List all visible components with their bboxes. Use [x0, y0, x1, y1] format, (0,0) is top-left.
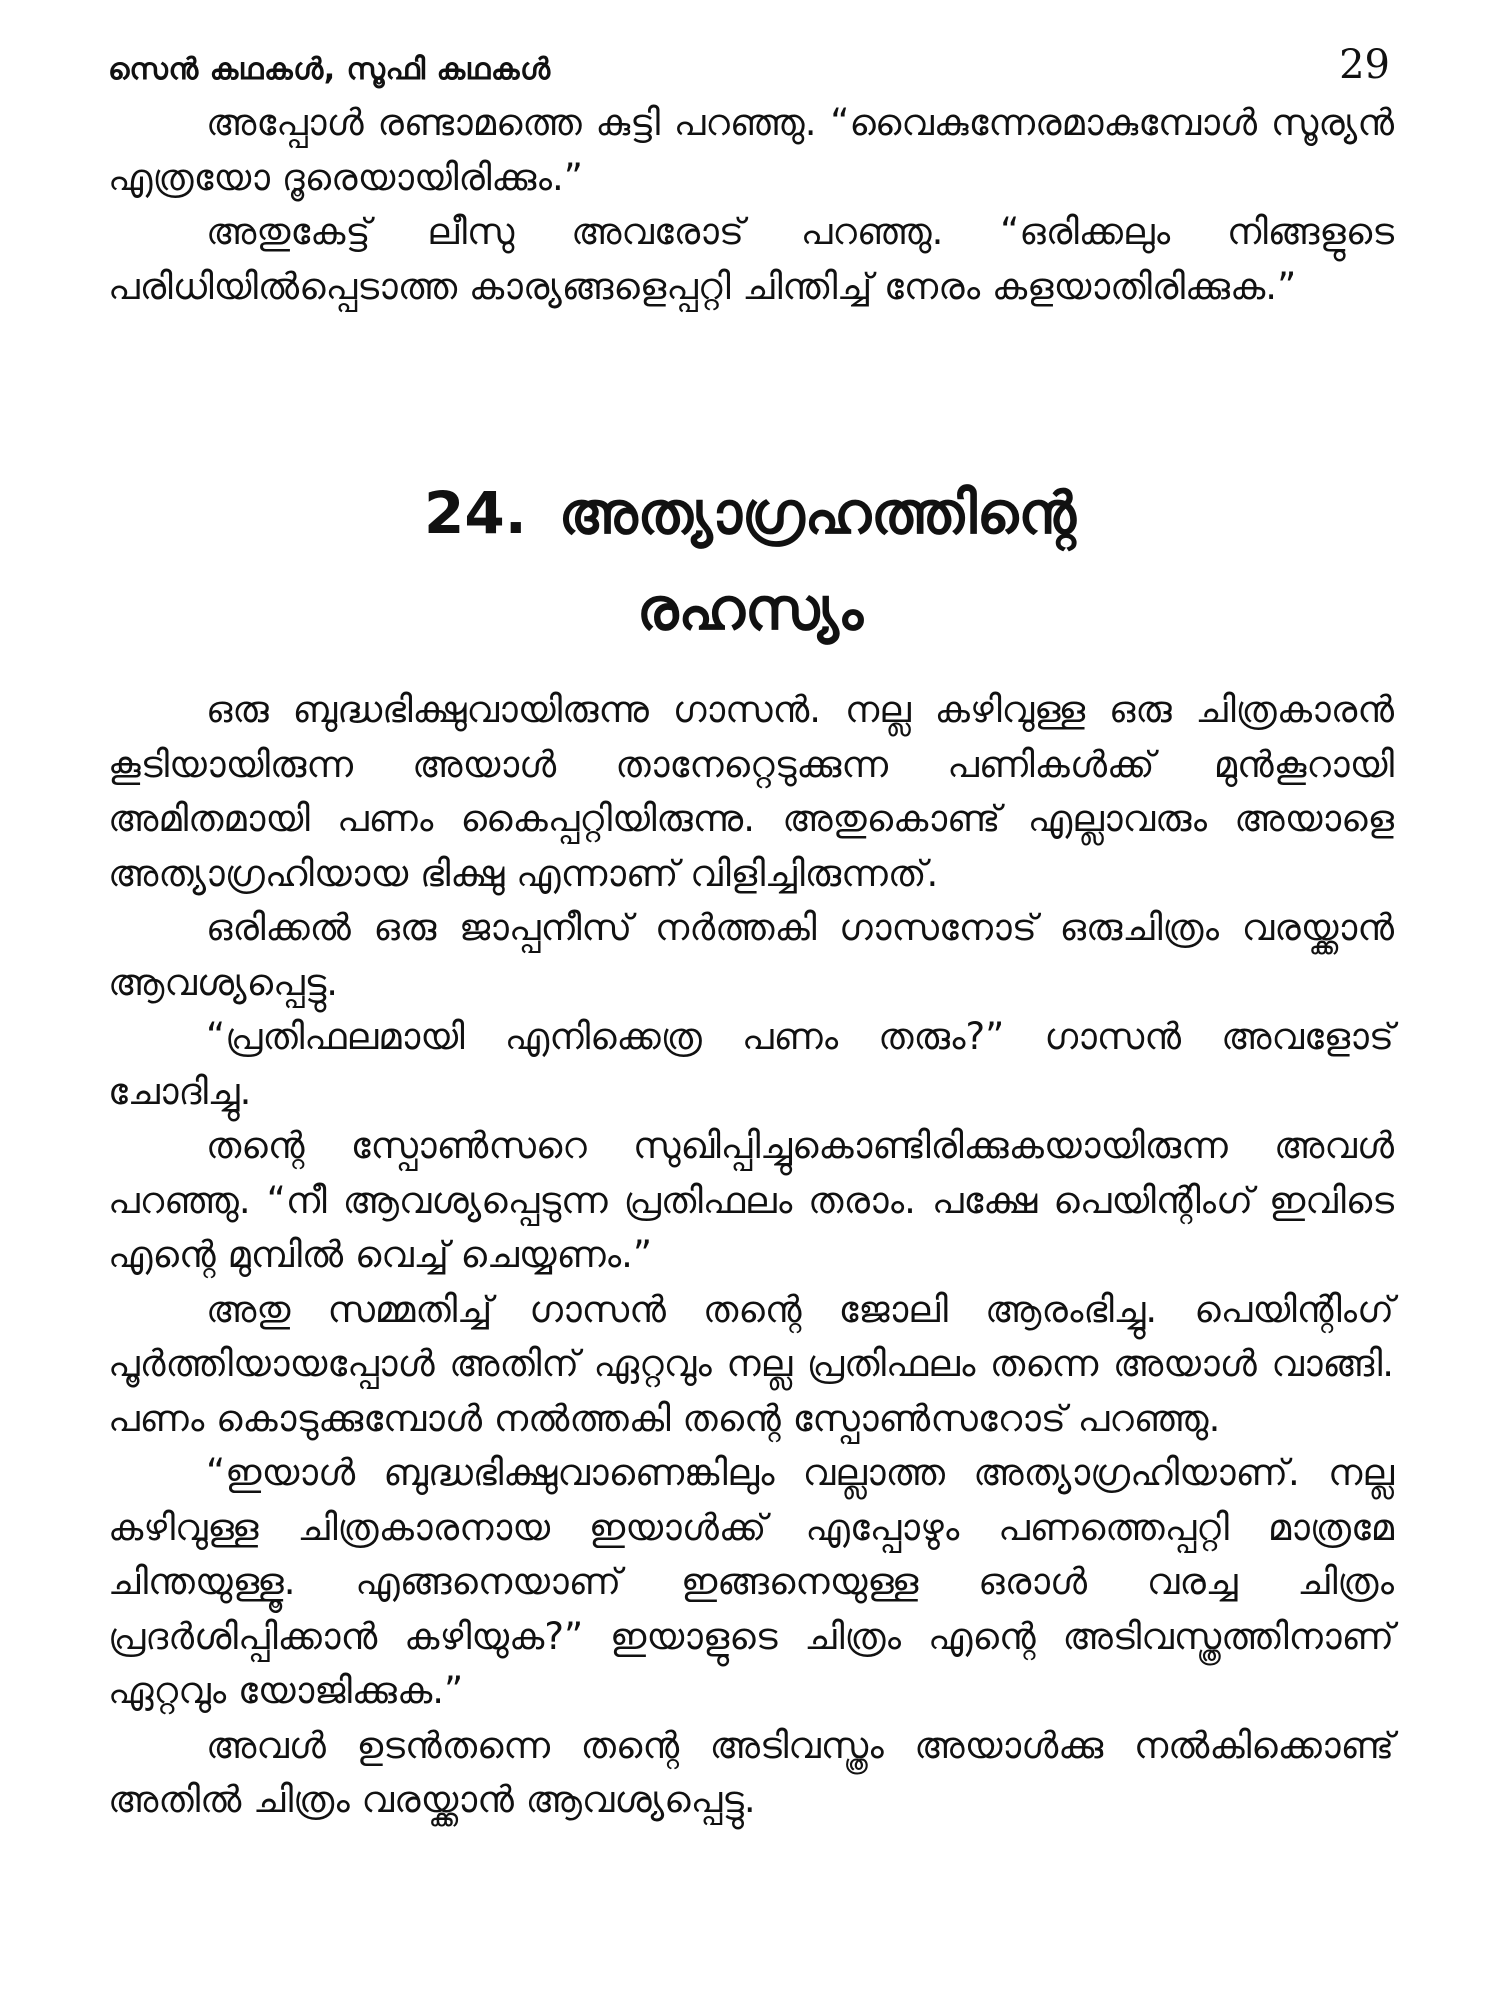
- chapter-heading: [0, 465, 1500, 657]
- chapter-heading-line-1: [0, 465, 1500, 561]
- paragraph: അപ്പോൾ രണ്ടാമത്തെ കുട്ടി പറഞ്ഞു. “വൈകുന്നേരമാകുമ്പോൾ സൂര്യൻ എത്രയോ ദൂരെയായിരിക്കും.”: [108, 101, 1394, 199]
- paragraph: തന്റെ സ്പോൺസറെ സുഖിപ്പിച്ചുകൊണ്ടിരിക്കുകയായിരുന്ന അവൾ പറഞ്ഞു. “നീ ആവശ്യപ്പെടുന്ന പ്രതിഫലം തരാം. പക്ഷേ പെയിന്റിംഗ് ഇവിടെ എന്റെ മുമ്പിൽ വെച്ച് ചെയ്യണം.”: [108, 1124, 1394, 1276]
- paragraph: അതുകേട്ട് ലീസു അവരോട് പറഞ്ഞു. “ഒരിക്കലും നിങ്ങളുടെ പരിധിയിൽപ്പെടാത്ത കാര്യങ്ങളെപ്പറ്റി ചിന്തിച്ച് നേരം കളയാതിരിക്കുക.”: [108, 210, 1394, 308]
- chapter-number: 24.: [424, 479, 527, 547]
- paragraph: ഒരിക്കൽ ഒരു ജാപ്പനീസ് നർത്തകി ഗാസനോട് ഒരുചിത്രം വരയ്ക്കാൻ ആവശ്യപ്പെട്ടു.: [108, 906, 1394, 1004]
- story-body: [108, 683, 1394, 1828]
- previous-story-ending: [108, 96, 1394, 314]
- paragraph: അവൾ ഉടൻതന്നെ തന്റെ അടിവസ്ത്രം അയാൾക്കു നൽകിക്കൊണ്ട് അതിൽ ചിത്രം വരയ്ക്കാൻ ആവശ്യപ്പെട്ടു.: [108, 1723, 1394, 1821]
- chapter-title-part-1: അത്യാഗ്രഹത്തിന്റെ: [558, 479, 1076, 547]
- paragraph: അതു സമ്മതിച്ച് ഗാസൻ തന്റെ ജോലി ആരംഭിച്ചു. പെയിന്റിംഗ് പൂർത്തിയായപ്പോൾ അതിന് ഏറ്റവും നല്ല പ്രതിഫലം തന്നെ അയാൾ വാങ്ങി. പണം കൊടുക്കുമ്പോൾ നൽത്തകി തന്റെ സ്പോൺസറോട് പറഞ്ഞു.: [108, 1287, 1394, 1440]
- page-number: 29: [1339, 42, 1390, 88]
- paragraph: ഒരു ബുദ്ധഭിക്ഷുവായിരുന്നു ഗാസൻ. നല്ല കഴിവുള്ള ഒരു ചിത്രകാരൻ കൂടിയായിരുന്ന അയാൾ താനേറ്റെടുക്കുന്ന പണികൾക്ക് മുൻകൂറായി അമിതമായി പണം കൈപ്പറ്റിയിരുന്നു. അതുകൊണ്ട് എല്ലാവരും അയാളെ അത്യാഗ്രഹിയായ ഭിക്ഷു എന്നാണ് വിളിച്ചിരുന്നത്.: [108, 688, 1394, 895]
- running-header: സെൻ കഥകൾ, സൂഫി കഥകൾ: [108, 52, 551, 87]
- paragraph: “പ്രതിഫലമായി എനിക്കെത്ര പണം തരും?” ഗാസൻ അവളോട് ചോദിച്ചു.: [108, 1015, 1394, 1113]
- chapter-title-part-2: രഹസ്യം: [636, 575, 864, 643]
- paragraph: “ഇയാൾ ബുദ്ധഭിക്ഷുവാണെങ്കിലും വല്ലാത്ത അത്യാഗ്രഹിയാണ്. നല്ല കഴിവുള്ള ചിത്രകാരനായ ഇയാൾക്ക് എപ്പോഴും പണത്തെപ്പറ്റി മാത്രമേ ചിന്തയുള്ളൂ. എങ്ങനെയാണ് ഇങ്ങനെയുള്ള ഒരാൾ വരച്ച ചിത്രം പ്രദർശിപ്പിക്കാൻ കഴിയുക?” ഇയാളുടെ ചിത്രം എന്റെ അടിവസ്ത്രത്തിനാണ് ഏറ്റവും യോജിക്കുക.”: [108, 1451, 1394, 1712]
